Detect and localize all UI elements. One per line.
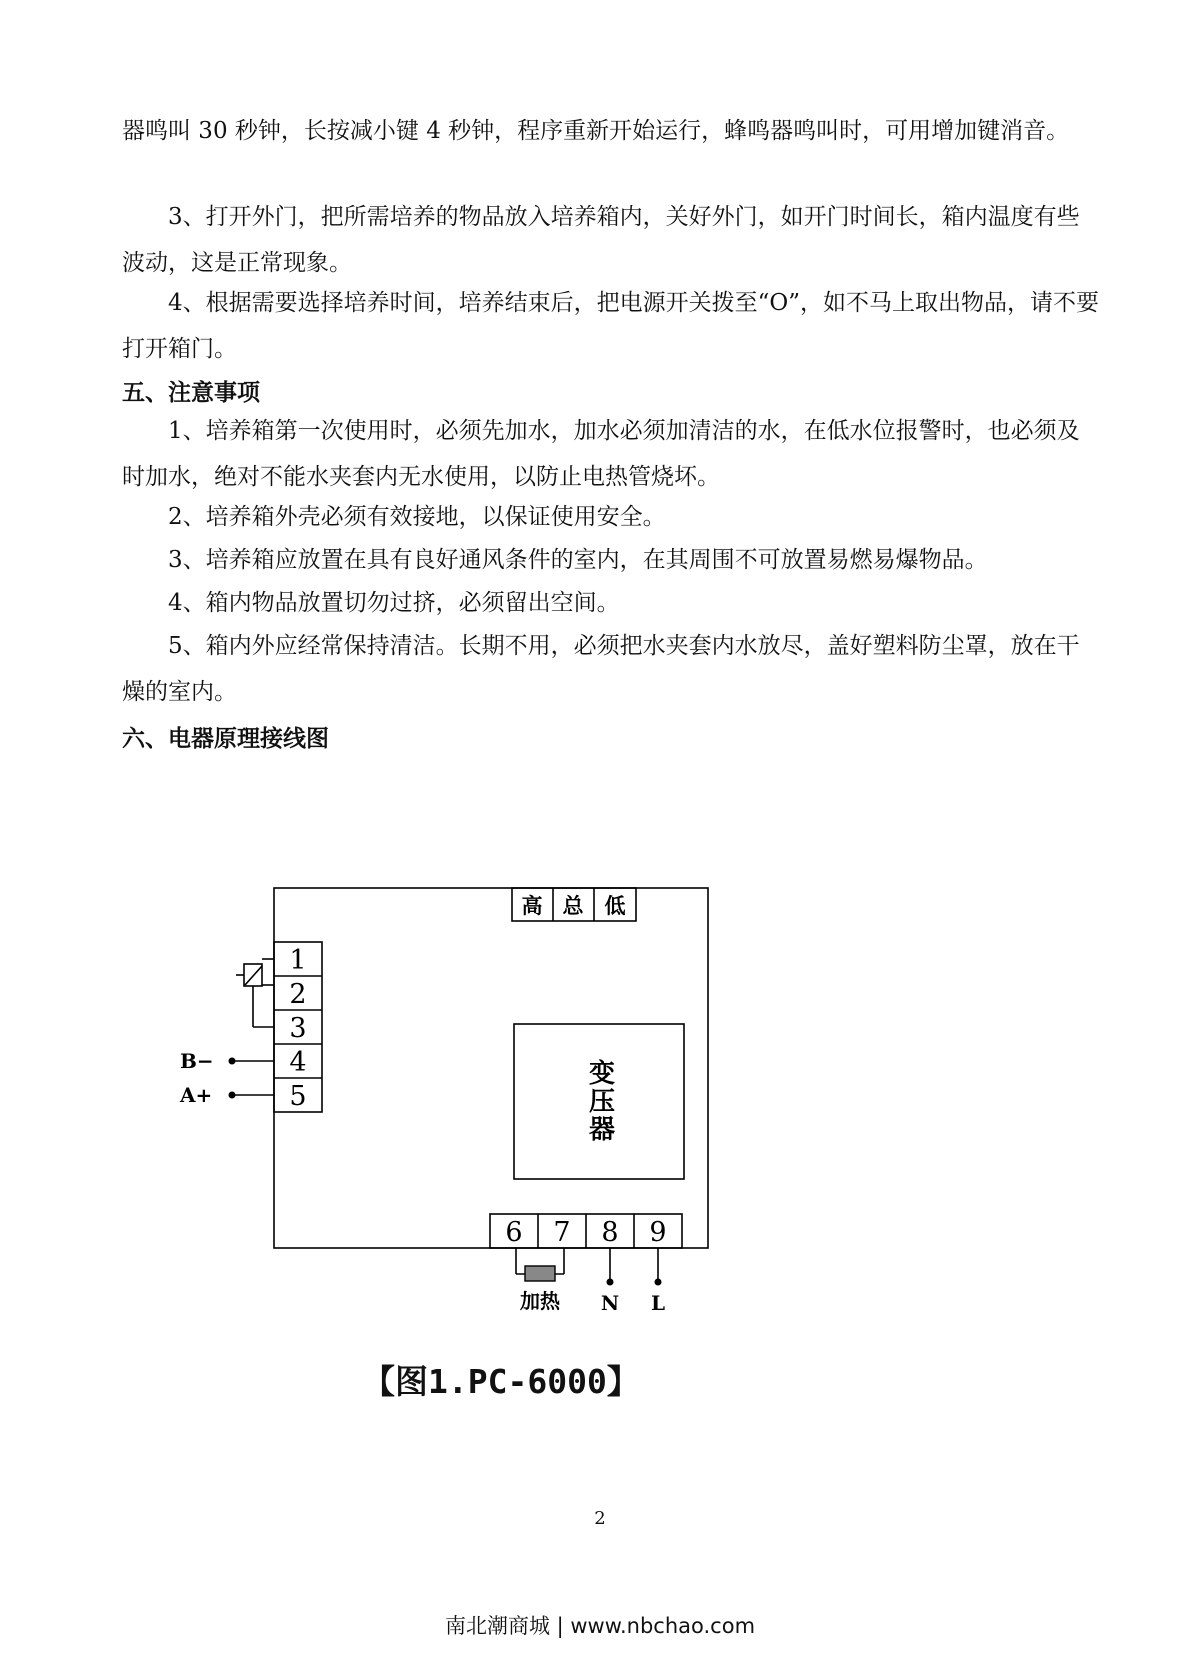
- terminal-1: 1: [289, 945, 307, 976]
- terminal-low: 低: [604, 893, 626, 918]
- precaution-1: 1、培养箱第一次使用时，必须先加水，加水必须加清洁的水，在低水位报警时，也必须及时加水，绝对不能水夹套内无水使用，以防止电热管烧坏。: [122, 418, 1080, 490]
- figure-caption: 【图1.PC-6000】: [362, 1362, 640, 1401]
- terminal-dot-n: [607, 1279, 614, 1286]
- terminal-5: 5: [289, 1081, 307, 1112]
- terminal-2: 2: [289, 979, 307, 1010]
- label-b-minus: B−: [180, 1049, 214, 1073]
- section-heading-precautions: 五、注意事项: [122, 379, 260, 406]
- controller-board: [274, 888, 708, 1248]
- paragraph-step-4: 4、根据需要选择培养时间，培养结束后，把电源开关拨至“O”，如不马上取出物品，请不要打开箱门。: [122, 290, 1100, 362]
- label-heater: 加热: [520, 1289, 560, 1313]
- terminal-common: 总: [562, 893, 584, 918]
- terminal-4: 4: [289, 1047, 307, 1078]
- terminal-7: 7: [553, 1217, 571, 1248]
- paragraph-step-3: 3、打开外门，把所需培养的物品放入培养箱内，关好外门，如开门时间长，箱内温度有些波动，这是正常现象。: [122, 204, 1080, 276]
- section-heading-wiring: 六、电器原理接线图: [122, 725, 329, 752]
- precaution-5: 5、箱内外应经常保持清洁。长期不用，必须把水夹套内水放尽，盖好塑料防尘罩，放在干燥的室内。: [122, 633, 1080, 705]
- precaution-2: 2、培养箱外壳必须有效接地，以保证使用安全。: [168, 504, 666, 530]
- terminal-9: 9: [649, 1217, 667, 1248]
- label-n: N: [600, 1291, 620, 1315]
- page-number: 2: [594, 1508, 606, 1529]
- transformer-label-3: 器: [588, 1115, 616, 1145]
- heater-element: [525, 1266, 555, 1281]
- terminal-6: 6: [505, 1217, 523, 1248]
- terminal-dot-b: [229, 1058, 236, 1065]
- transformer-label-1: 变: [588, 1059, 616, 1089]
- label-l: L: [650, 1291, 666, 1315]
- terminal-dot-l: [655, 1279, 662, 1286]
- sensor-symbol: [236, 959, 274, 1027]
- terminal-8: 8: [601, 1217, 619, 1248]
- paragraph-buzzer: 器鸣叫 30 秒钟，长按减小键 4 秒钟，程序重新开始运行，蜂鸣器鸣叫时，可用增加键消音。: [122, 118, 1070, 144]
- terminal-high: 高: [521, 893, 543, 918]
- site-footer: 南北潮商城 | www.nbchao.com: [444, 1614, 756, 1638]
- label-a-plus: A+: [180, 1083, 213, 1107]
- terminal-dot-a: [229, 1092, 236, 1099]
- precaution-3: 3、培养箱应放置在具有良好通风条件的室内，在其周围不可放置易燃易爆物品。: [168, 547, 988, 573]
- transformer-label-2: 压: [588, 1087, 616, 1117]
- precaution-4: 4、箱内物品放置切勿过挤，必须留出空间。: [168, 590, 620, 616]
- terminal-3: 3: [289, 1013, 307, 1044]
